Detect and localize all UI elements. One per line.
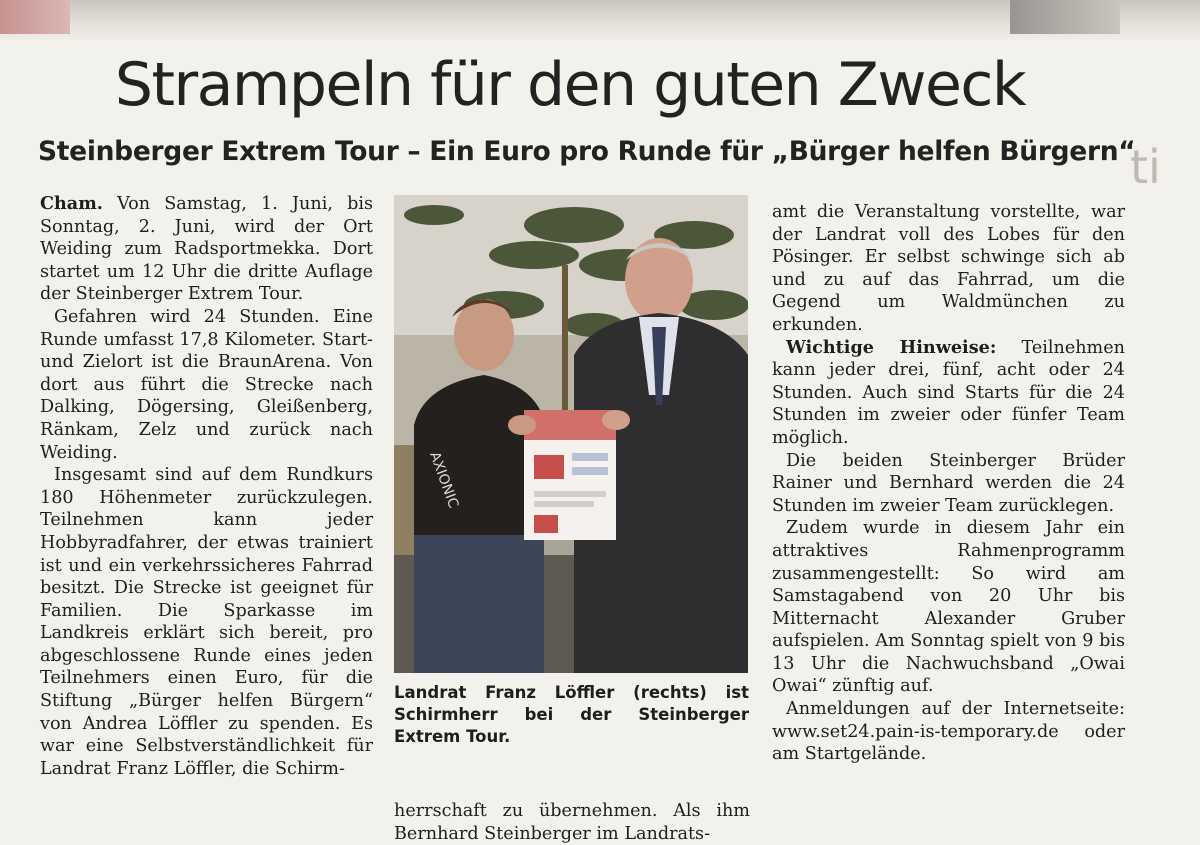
photo-caption: Landrat Franz Löffler (rechts) ist Schirmherr bei der Steinberger Extrem Tour. bbox=[394, 683, 749, 746]
paragraph bbox=[40, 193, 373, 306]
article-headline: Strampeln für den guten Zweck bbox=[114, 50, 1026, 120]
bleed-through-text: ti bbox=[1130, 140, 1161, 194]
photo-illustration bbox=[394, 195, 748, 673]
paragraph bbox=[772, 337, 1125, 450]
paragraph: Anmeldungen auf der Internetseite: www.set24.pain-is-temporary.de oder am Startgelände. bbox=[772, 699, 1125, 765]
paragraph-text: Teilnehmen kann jeder drei, fünf, acht oder 24 Stunden. Auch sind Starts für die 24 Stunden im zweier oder fünfer Team möglich. bbox=[772, 337, 1125, 448]
paragraph: Gefahren wird 24 Stunden. Eine Runde umfasst 17,8 Kilometer. Start- und Zielort ist die BraunArena. Von dort aus führt die Strecke nach Dalking, Dögersing, Gleißenberg, Ränkam, Zelz und zurück nach Weiding. bbox=[40, 306, 373, 463]
paragraph: Insgesamt sind auf dem Rundkurs 180 Höhenmeter zurückzulegen. Teilnehmen kann jeder Hobbyradfahrer, der etwas trainiert ist und ein verkehrssicheres Fahrrad besitzt. Die Strecke ist geeignet für Familien. Die Sparkasse im Landkreis erklärt sich bereit, pro abgeschlossene Runde eines jeden Teilnehmers einen Euro, für die Stiftung „Bürger helfen Bürgern“ von Andrea Löffler zu spenden. Es war eine Selbstverständlichkeit für Landrat Franz Löffler, die Schirm- bbox=[40, 465, 373, 779]
paragraph: Die beiden Steinberger Brüder Rainer und Bernhard werden die 24 Stunden im zweier Team zurücklegen. bbox=[772, 450, 1125, 516]
paragraph: Zudem wurde in diesem Jahr ein attraktives Rahmenprogramm zusammengestellt: So wird am Samstagabend von 20 Uhr bis Mitternacht Alexander Gruber aufspielen. Am Sonntag spielt von 9 bis 13 Uhr die Nachwuchsband „Owai Owai“ zünftig auf. bbox=[772, 518, 1125, 697]
paragraph-text: Von Samstag, 1. Juni, bis Sonntag, 2. Juni, wird der Ort Weiding zum Radsportmekka. Dort startet um 12 Uhr die dritte Auflage der Steinberger Extrem Tour. bbox=[40, 194, 373, 305]
article-column-2 bbox=[394, 800, 750, 845]
paragraph: amt die Veranstaltung vorstellte, war der Landrat voll des Lobes für den Pösinger. Er selbst schwinge sich ab und zu auf das Fahrrad, um die Gegend um Waldmünchen zu erkunden. bbox=[772, 202, 1125, 335]
article-column-3 bbox=[772, 201, 1125, 766]
article-photo bbox=[394, 195, 748, 673]
image-fragment bbox=[0, 0, 70, 34]
image-fragment bbox=[1010, 0, 1120, 34]
article-subheadline: Steinberger Extrem Tour – Ein Euro pro Runde für „Bürger helfen Bürgern“ bbox=[38, 136, 1136, 167]
article-column-1 bbox=[40, 193, 373, 780]
section-label: Wichtige Hinweise: bbox=[786, 336, 997, 358]
previous-article-strip bbox=[0, 0, 1200, 40]
jacket-logo: AXIONIC bbox=[426, 449, 462, 511]
dateline: Cham. bbox=[40, 193, 103, 214]
paragraph: herrschaft zu übernehmen. Als ihm Bernhard Steinberger im Landrats- bbox=[394, 801, 750, 844]
